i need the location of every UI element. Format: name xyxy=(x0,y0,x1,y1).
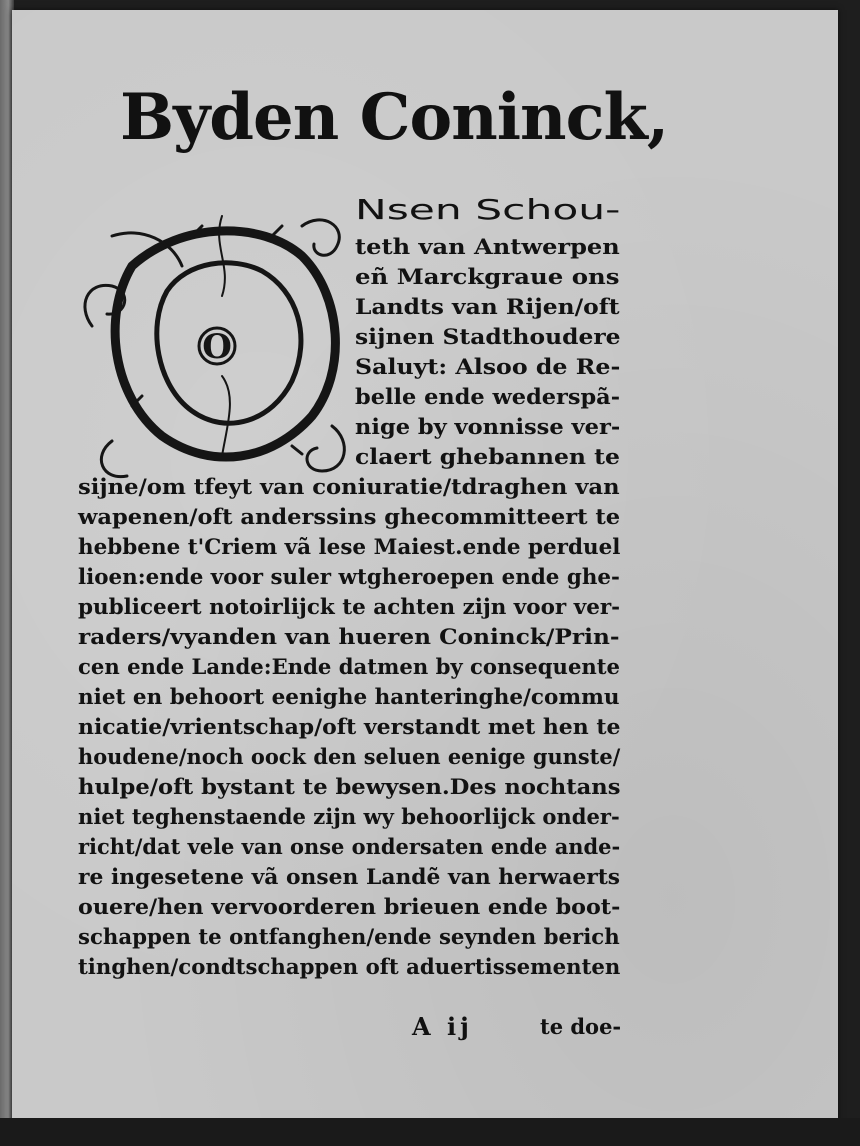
text-line: claert ghebannen te xyxy=(355,444,620,469)
text-line: Landts van Rijen/oft xyxy=(355,294,620,319)
book-edge-shadow xyxy=(0,1118,860,1146)
drop-cap-letter: O xyxy=(202,327,232,367)
text-line: hebbene t'Criem vã lese Maiest.ende perduel xyxy=(78,534,621,559)
text-line: niet teghenstaende zijn wy behoorlijck onder- xyxy=(78,804,620,829)
text-line: nicatie/vrientschap/oft verstandt met hen te xyxy=(78,714,621,739)
text-line: sijnen Stadthoudere xyxy=(355,324,621,349)
text-line: re ingesetene vã onsen Landẽ van herwaerts xyxy=(78,864,621,889)
text-line: teth van Antwerpen xyxy=(355,234,620,259)
text-line: belle ende wederspã- xyxy=(355,384,621,409)
text-line: niet en behoort eenighe hanteringhe/commu xyxy=(78,684,620,709)
text-line: raders/vyanden van hueren Coninck/Prin- xyxy=(78,624,620,649)
text-line: hulpe/oft bystant te bewysen.Des nochtans xyxy=(78,774,621,799)
text-line: nige by vonnisse ver- xyxy=(355,414,621,439)
text-line: lioen:ende voor suler wtgheroepen ende ghe- xyxy=(78,564,620,589)
text-line: richt/dat vele van onse ondersaten ende ande- xyxy=(78,834,621,859)
text-line: wapenen/oft anderssins ghecommitteert te xyxy=(78,504,621,529)
text-line: Saluyt: Alsoo de Re- xyxy=(355,354,621,379)
signature-mark: A ij xyxy=(412,1012,473,1041)
text-line: ouere/hen vervoorderen brieuen ende boot- xyxy=(78,894,621,919)
text-line: Nsen Schou- xyxy=(355,193,621,226)
page-heading: Byden Coninck, xyxy=(120,80,669,155)
text-line: cen ende Lande:Ende datmen by consequente xyxy=(78,654,621,679)
text-line: eñ Marckgraue ons xyxy=(355,264,620,289)
text-line: schappen te ontfanghen/ende seynden berich xyxy=(78,924,620,949)
catchword: te doe- xyxy=(540,1014,622,1039)
decorated-initial-o xyxy=(72,196,362,486)
text-line: houdene/noch oock den seluen eenige gunste/ xyxy=(78,744,621,769)
text-line: sijne/om tfeyt van coniuratie/tdraghen van xyxy=(78,474,620,499)
text-line: publiceert notoirlijck te achten zijn voor ver- xyxy=(78,594,621,619)
text-line: tinghen/condtschappen oft aduertissementen xyxy=(78,954,621,979)
